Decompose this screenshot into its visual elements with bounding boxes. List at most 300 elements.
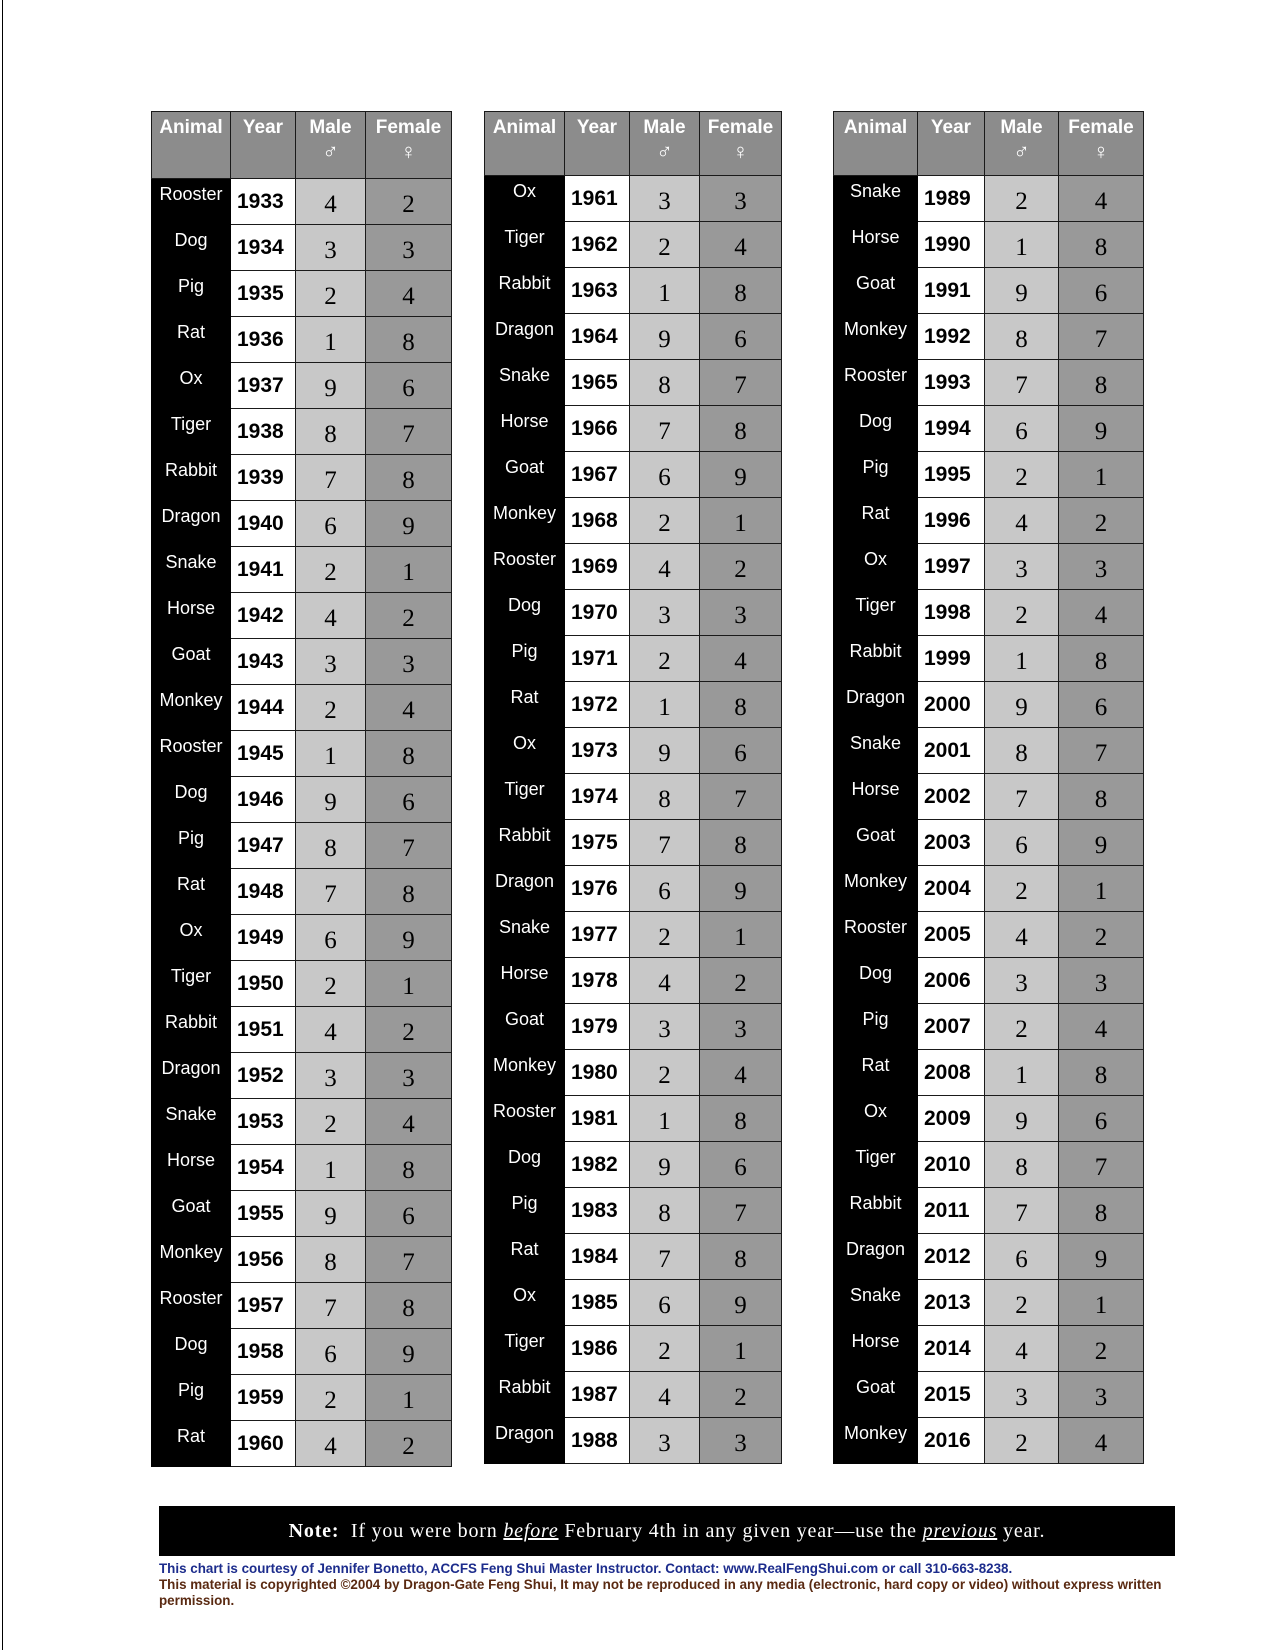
year-cell: 1939	[231, 455, 296, 501]
year-cell: 1951	[231, 1007, 296, 1053]
table-row	[834, 1234, 1144, 1280]
table-row	[834, 544, 1144, 590]
table-row	[152, 639, 452, 685]
year-cell: 1990	[918, 222, 985, 268]
header-male	[296, 112, 366, 179]
female-kua-cell: 9	[366, 915, 452, 961]
year-cell: 1977	[565, 912, 630, 958]
male-kua-cell: 2	[296, 1099, 366, 1145]
female-kua-cell: 6	[1059, 268, 1144, 314]
header-animal: Animal	[834, 112, 918, 176]
header-male	[985, 112, 1059, 176]
animal-cell: Rat	[485, 682, 565, 728]
male-kua-cell: 7	[630, 820, 700, 866]
male-symbol-icon: ♂	[656, 139, 673, 164]
female-kua-cell: 3	[366, 639, 452, 685]
male-kua-cell: 3	[296, 1053, 366, 1099]
table-row	[485, 360, 782, 406]
table-row	[152, 1237, 452, 1283]
year-cell: 1935	[231, 271, 296, 317]
male-kua-cell: 8	[630, 774, 700, 820]
animal-cell: Monkey	[152, 685, 231, 731]
male-kua-cell: 7	[985, 1188, 1059, 1234]
male-kua-cell: 9	[985, 1096, 1059, 1142]
male-kua-cell: 7	[296, 869, 366, 915]
female-kua-cell: 8	[1059, 1050, 1144, 1096]
male-kua-cell: 1	[296, 731, 366, 777]
table-row	[485, 268, 782, 314]
female-kua-cell: 3	[1059, 1372, 1144, 1418]
female-kua-cell: 3	[1059, 544, 1144, 590]
male-kua-cell: 9	[985, 268, 1059, 314]
animal-cell: Dog	[152, 777, 231, 823]
male-kua-cell: 3	[985, 544, 1059, 590]
male-kua-cell: 7	[630, 1234, 700, 1280]
male-kua-cell: 9	[630, 728, 700, 774]
header-male-label: Male	[309, 117, 352, 138]
female-kua-cell: 4	[366, 271, 452, 317]
animal-cell: Ox	[834, 544, 918, 590]
table-row	[834, 360, 1144, 406]
table-row	[485, 1326, 782, 1372]
table-row	[834, 1096, 1144, 1142]
year-cell: 1968	[565, 498, 630, 544]
male-kua-cell: 2	[985, 1280, 1059, 1326]
animal-cell: Dog	[834, 958, 918, 1004]
note-emphasis-previous: previous	[922, 1520, 998, 1542]
animal-cell: Horse	[834, 1326, 918, 1372]
female-symbol-icon: ♀	[400, 139, 417, 164]
animal-cell: Ox	[834, 1096, 918, 1142]
male-kua-cell: 2	[296, 1375, 366, 1421]
year-cell: 1991	[918, 268, 985, 314]
table-row	[152, 1283, 452, 1329]
female-kua-cell: 8	[700, 268, 782, 314]
animal-cell: Goat	[834, 268, 918, 314]
header-female	[366, 112, 452, 179]
table-row	[485, 222, 782, 268]
animal-cell: Rabbit	[152, 455, 231, 501]
animal-cell: Rooster	[834, 912, 918, 958]
animal-cell: Rat	[834, 498, 918, 544]
year-cell: 1976	[565, 866, 630, 912]
table-row	[152, 225, 452, 271]
female-kua-cell: 7	[700, 774, 782, 820]
table-row	[834, 590, 1144, 636]
kua-table-1933-1960	[151, 111, 452, 1467]
year-cell: 1961	[565, 176, 630, 222]
year-cell: 1943	[231, 639, 296, 685]
year-cell: 1988	[565, 1418, 630, 1464]
table-row	[152, 1421, 452, 1467]
table-row	[834, 1280, 1144, 1326]
male-kua-cell: 3	[630, 176, 700, 222]
header-year: Year	[918, 112, 985, 176]
year-cell: 1965	[565, 360, 630, 406]
animal-cell: Horse	[152, 1145, 231, 1191]
table-row	[485, 820, 782, 866]
male-kua-cell: 4	[985, 1326, 1059, 1372]
male-kua-cell: 6	[985, 406, 1059, 452]
table-row	[152, 455, 452, 501]
table-row	[152, 823, 452, 869]
animal-cell: Pig	[485, 1188, 565, 1234]
page-left-rule	[2, 0, 3, 1650]
table-row	[152, 501, 452, 547]
year-cell: 1995	[918, 452, 985, 498]
animal-cell: Rat	[152, 317, 231, 363]
female-kua-cell: 1	[700, 498, 782, 544]
animal-cell: Monkey	[152, 1237, 231, 1283]
male-kua-cell: 6	[296, 501, 366, 547]
animal-cell: Ox	[485, 728, 565, 774]
animal-cell: Ox	[152, 915, 231, 961]
year-cell: 1969	[565, 544, 630, 590]
kua-table-1989-2016	[833, 111, 1144, 1464]
male-kua-cell: 1	[985, 222, 1059, 268]
year-cell: 1966	[565, 406, 630, 452]
animal-cell: Tiger	[834, 590, 918, 636]
animal-cell: Goat	[834, 1372, 918, 1418]
table-row	[152, 777, 452, 823]
female-kua-cell: 9	[366, 501, 452, 547]
table-row	[834, 498, 1144, 544]
year-cell: 1952	[231, 1053, 296, 1099]
header-animal: Animal	[152, 112, 231, 179]
male-kua-cell: 6	[985, 820, 1059, 866]
credit-footer	[159, 1561, 1189, 1609]
female-kua-cell: 8	[1059, 636, 1144, 682]
year-cell: 2003	[918, 820, 985, 866]
animal-cell: Pig	[834, 1004, 918, 1050]
male-kua-cell: 6	[296, 915, 366, 961]
header-male-label: Male	[643, 117, 686, 138]
year-cell: 1984	[565, 1234, 630, 1280]
table-row	[152, 317, 452, 363]
animal-cell: Tiger	[152, 961, 231, 1007]
year-cell: 2014	[918, 1326, 985, 1372]
male-kua-cell: 4	[630, 958, 700, 1004]
female-kua-cell: 3	[700, 176, 782, 222]
year-cell: 1950	[231, 961, 296, 1007]
year-cell: 1942	[231, 593, 296, 639]
table-row	[485, 912, 782, 958]
table-row	[152, 915, 452, 961]
male-kua-cell: 9	[296, 777, 366, 823]
male-kua-cell: 3	[985, 958, 1059, 1004]
female-kua-cell: 6	[366, 777, 452, 823]
female-kua-cell: 8	[700, 406, 782, 452]
note-text-3: year.	[1003, 1520, 1046, 1542]
year-cell: 1934	[231, 225, 296, 271]
table-row	[152, 869, 452, 915]
male-kua-cell: 8	[985, 1142, 1059, 1188]
table-row	[834, 958, 1144, 1004]
year-cell: 1974	[565, 774, 630, 820]
header-female	[1059, 112, 1144, 176]
female-kua-cell: 1	[366, 547, 452, 593]
year-cell: 1956	[231, 1237, 296, 1283]
table-row	[485, 544, 782, 590]
animal-cell: Dragon	[485, 866, 565, 912]
table-row	[834, 406, 1144, 452]
animal-cell: Pig	[834, 452, 918, 498]
female-kua-cell: 8	[700, 1234, 782, 1280]
table-row	[152, 271, 452, 317]
table-row	[485, 406, 782, 452]
animal-cell: Tiger	[485, 774, 565, 820]
male-kua-cell: 7	[296, 455, 366, 501]
animal-cell: Dragon	[152, 501, 231, 547]
table-row	[834, 176, 1144, 222]
male-kua-cell: 2	[630, 222, 700, 268]
table-row	[152, 179, 452, 225]
female-kua-cell: 8	[366, 455, 452, 501]
female-kua-cell: 3	[700, 590, 782, 636]
year-cell: 1971	[565, 636, 630, 682]
year-cell: 1987	[565, 1372, 630, 1418]
year-cell: 1972	[565, 682, 630, 728]
animal-cell: Pig	[152, 271, 231, 317]
male-kua-cell: 4	[985, 498, 1059, 544]
table-row	[152, 685, 452, 731]
animal-cell: Tiger	[152, 409, 231, 455]
header-female-label: Female	[707, 117, 774, 138]
male-kua-cell: 7	[985, 360, 1059, 406]
year-cell: 1960	[231, 1421, 296, 1467]
table-row	[834, 1142, 1144, 1188]
year-cell: 1959	[231, 1375, 296, 1421]
table-row	[152, 1053, 452, 1099]
table-row	[834, 452, 1144, 498]
header-female	[700, 112, 782, 176]
female-kua-cell: 2	[366, 593, 452, 639]
animal-cell: Goat	[485, 1004, 565, 1050]
female-kua-cell: 1	[366, 1375, 452, 1421]
animal-cell: Monkey	[834, 314, 918, 360]
male-kua-cell: 7	[630, 406, 700, 452]
male-symbol-icon: ♂	[322, 139, 339, 164]
table-row	[834, 1004, 1144, 1050]
female-kua-cell: 4	[1059, 1418, 1144, 1464]
female-kua-cell: 9	[366, 1329, 452, 1375]
female-kua-cell: 8	[366, 317, 452, 363]
year-cell: 1994	[918, 406, 985, 452]
male-kua-cell: 2	[985, 590, 1059, 636]
male-kua-cell: 9	[296, 1191, 366, 1237]
animal-cell: Rat	[485, 1234, 565, 1280]
table-row	[834, 682, 1144, 728]
female-kua-cell: 1	[366, 961, 452, 1007]
female-kua-cell: 6	[366, 363, 452, 409]
animal-cell: Dog	[485, 1142, 565, 1188]
animal-cell: Rat	[152, 1421, 231, 1467]
female-kua-cell: 7	[1059, 1142, 1144, 1188]
table-row	[152, 593, 452, 639]
animal-cell: Snake	[485, 360, 565, 406]
table-row	[485, 452, 782, 498]
table-row	[485, 1280, 782, 1326]
table-row	[485, 1142, 782, 1188]
female-kua-cell: 2	[700, 544, 782, 590]
animal-cell: Goat	[152, 1191, 231, 1237]
animal-cell: Rabbit	[152, 1007, 231, 1053]
year-cell: 1982	[565, 1142, 630, 1188]
female-kua-cell: 8	[1059, 360, 1144, 406]
table-row	[485, 682, 782, 728]
female-kua-cell: 9	[1059, 1234, 1144, 1280]
table-row	[152, 1099, 452, 1145]
year-cell: 2010	[918, 1142, 985, 1188]
year-cell: 1983	[565, 1188, 630, 1234]
female-kua-cell: 4	[1059, 1004, 1144, 1050]
year-cell: 1964	[565, 314, 630, 360]
animal-cell: Ox	[152, 363, 231, 409]
female-kua-cell: 3	[700, 1418, 782, 1464]
animal-cell: Dragon	[834, 682, 918, 728]
male-kua-cell: 2	[296, 271, 366, 317]
table-row	[834, 820, 1144, 866]
male-kua-cell: 3	[296, 639, 366, 685]
male-kua-cell: 2	[296, 961, 366, 1007]
year-cell: 1941	[231, 547, 296, 593]
year-cell: 2004	[918, 866, 985, 912]
animal-cell: Dog	[152, 225, 231, 271]
year-cell: 1985	[565, 1280, 630, 1326]
female-kua-cell: 1	[1059, 452, 1144, 498]
female-kua-cell: 6	[700, 728, 782, 774]
female-kua-cell: 8	[1059, 774, 1144, 820]
year-cell: 2006	[918, 958, 985, 1004]
animal-cell: Tiger	[485, 1326, 565, 1372]
header-year: Year	[231, 112, 296, 179]
female-kua-cell: 7	[1059, 314, 1144, 360]
male-kua-cell: 2	[630, 912, 700, 958]
animal-cell: Dog	[152, 1329, 231, 1375]
female-kua-cell: 9	[700, 866, 782, 912]
animal-cell: Horse	[834, 774, 918, 820]
male-kua-cell: 6	[296, 1329, 366, 1375]
table-row	[485, 774, 782, 820]
table-row	[834, 912, 1144, 958]
table-row	[834, 1188, 1144, 1234]
year-cell: 1999	[918, 636, 985, 682]
female-kua-cell: 6	[700, 314, 782, 360]
female-kua-cell: 3	[700, 1004, 782, 1050]
year-cell: 1955	[231, 1191, 296, 1237]
copyright-line: This material is copyrighted ©2004 by Dragon-Gate Feng Shui, It may not be reproduced in any media (electronic, hard copy or video) without express written permission.	[159, 1577, 1162, 1608]
year-cell: 1945	[231, 731, 296, 777]
animal-cell: Rooster	[834, 360, 918, 406]
year-cell: 2001	[918, 728, 985, 774]
male-kua-cell: 8	[985, 728, 1059, 774]
animal-cell: Dragon	[485, 314, 565, 360]
male-kua-cell: 9	[296, 363, 366, 409]
male-kua-cell: 2	[630, 498, 700, 544]
animal-cell: Rat	[834, 1050, 918, 1096]
table-row	[834, 1418, 1144, 1464]
female-kua-cell: 4	[1059, 176, 1144, 222]
female-kua-cell: 7	[366, 409, 452, 455]
male-kua-cell: 4	[296, 1007, 366, 1053]
year-cell: 1948	[231, 869, 296, 915]
animal-cell: Rooster	[152, 1283, 231, 1329]
female-kua-cell: 9	[700, 1280, 782, 1326]
animal-cell: Dragon	[485, 1418, 565, 1464]
animal-cell: Tiger	[834, 1142, 918, 1188]
year-cell: 1986	[565, 1326, 630, 1372]
table-row	[834, 222, 1144, 268]
male-kua-cell: 2	[630, 1326, 700, 1372]
male-kua-cell: 2	[630, 636, 700, 682]
year-cell: 1980	[565, 1050, 630, 1096]
animal-cell: Rabbit	[485, 1372, 565, 1418]
year-cell: 2015	[918, 1372, 985, 1418]
animal-cell: Pig	[152, 823, 231, 869]
animal-cell: Pig	[152, 1375, 231, 1421]
female-kua-cell: 2	[366, 1421, 452, 1467]
animal-cell: Snake	[834, 728, 918, 774]
table-row	[834, 1326, 1144, 1372]
male-kua-cell: 8	[985, 314, 1059, 360]
female-kua-cell: 2	[700, 958, 782, 1004]
animal-cell: Snake	[834, 1280, 918, 1326]
male-kua-cell: 2	[630, 1050, 700, 1096]
table-row	[485, 314, 782, 360]
male-kua-cell: 4	[985, 912, 1059, 958]
note-text-1: If you were born	[350, 1520, 498, 1542]
female-kua-cell: 4	[366, 1099, 452, 1145]
year-cell: 2005	[918, 912, 985, 958]
female-kua-cell: 2	[700, 1372, 782, 1418]
female-kua-cell: 7	[700, 360, 782, 406]
table-row	[834, 1050, 1144, 1096]
male-kua-cell: 7	[985, 774, 1059, 820]
male-kua-cell: 1	[985, 636, 1059, 682]
female-kua-cell: 7	[700, 1188, 782, 1234]
male-kua-cell: 9	[985, 682, 1059, 728]
animal-cell: Horse	[485, 958, 565, 1004]
female-kua-cell: 2	[1059, 1326, 1144, 1372]
animal-cell: Goat	[834, 820, 918, 866]
table-row	[152, 363, 452, 409]
header-male	[630, 112, 700, 176]
male-kua-cell: 6	[630, 452, 700, 498]
year-cell: 1938	[231, 409, 296, 455]
animal-cell: Rabbit	[834, 636, 918, 682]
table-row	[834, 636, 1144, 682]
year-cell: 1949	[231, 915, 296, 961]
animal-cell: Goat	[152, 639, 231, 685]
note-text-2: February 4th in any given year—use the	[564, 1520, 917, 1542]
year-cell: 1953	[231, 1099, 296, 1145]
kua-table-1961-1988	[484, 111, 782, 1464]
table-row	[485, 1004, 782, 1050]
header-female-label: Female	[1068, 117, 1134, 138]
year-cell: 1937	[231, 363, 296, 409]
male-kua-cell: 1	[630, 268, 700, 314]
year-cell: 2007	[918, 1004, 985, 1050]
female-kua-cell: 8	[366, 731, 452, 777]
animal-cell: Monkey	[485, 1050, 565, 1096]
male-kua-cell: 2	[296, 685, 366, 731]
animal-cell: Horse	[152, 593, 231, 639]
credit-line: This chart is courtesy of Jennifer Bonetto, ACCFS Feng Shui Master Instructor. Contact: www.RealFengShui.com or call 310-663-8238.	[159, 1561, 1013, 1576]
table-row	[152, 1007, 452, 1053]
female-symbol-icon: ♀	[732, 139, 749, 164]
male-kua-cell: 1	[630, 1096, 700, 1142]
table-row	[834, 1372, 1144, 1418]
